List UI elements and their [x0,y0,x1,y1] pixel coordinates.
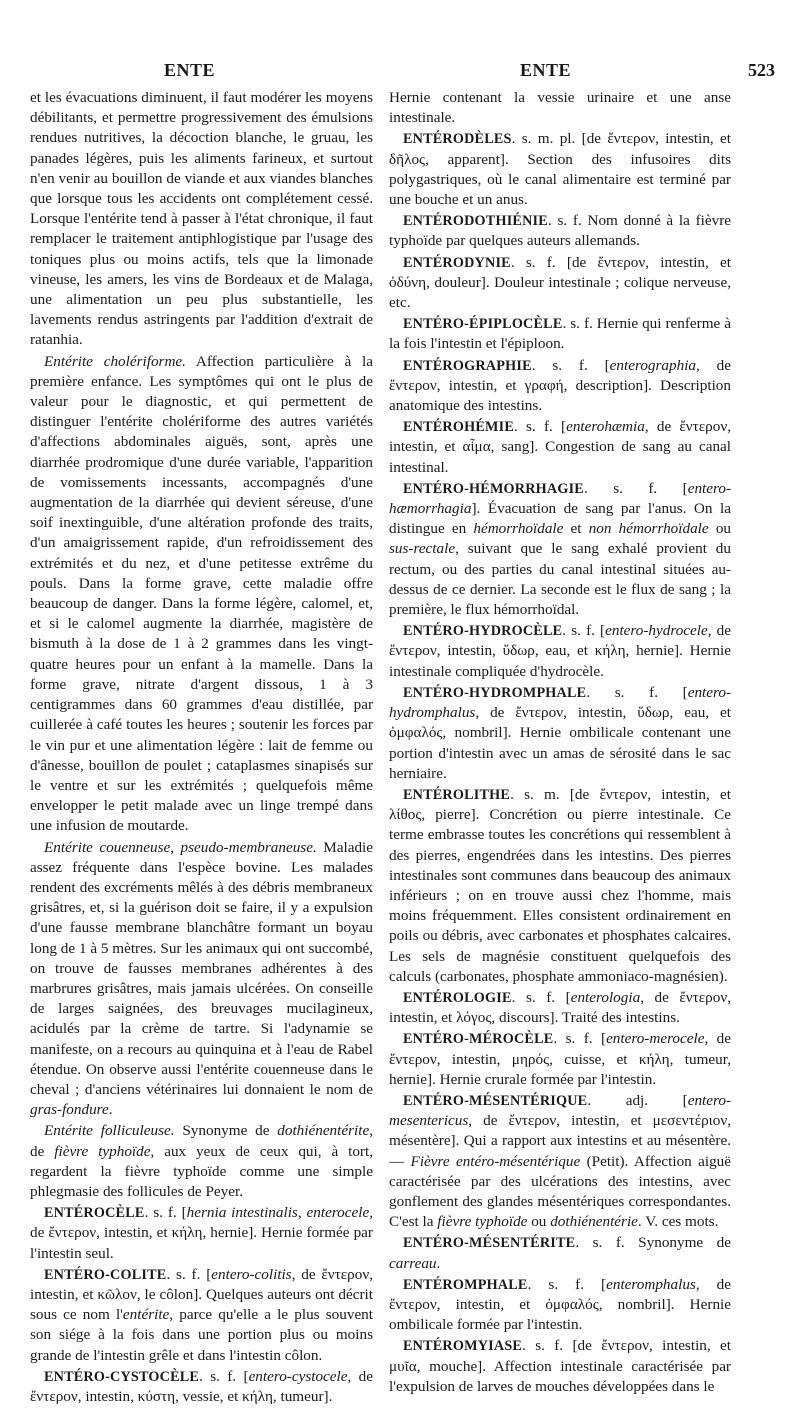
entry-headword: ENTÉRO-HYDROMPHALE [403,684,587,701]
entry-text: ou [527,1213,551,1231]
dictionary-entry [389,1091,731,1232]
page-number: 523 [748,60,775,80]
italic-text: enteromphalus [606,1275,696,1293]
dictionary-entry [389,417,731,478]
entry-text: . s. f. Nom donné à la fièvre typhoïde par quelques auteurs allemands. [389,212,731,250]
entry-text: . adj. [ [587,1091,688,1109]
running-head-left: ENTE [164,60,216,80]
entry-headword: ENTÉRO-CYSTOCÈLE [44,1368,200,1385]
entry-headword: ENTÉRODOTHIÉNIE [403,213,548,230]
italic-text: carreau [389,1254,437,1272]
entry-text: . [108,1101,113,1119]
italic-text: entérite [122,1306,170,1324]
entry-text: . s. f. Hernie qui renferme à la fois l'intestin et l'épiploon. [389,315,731,353]
entry-text: , de ἔντερον, intestin, ὕδωρ, eau, et κήλη, hernie]. Hernie intestinale compliquée d'hydrocèle. [389,622,731,680]
entry-text: . V. ces mots. [637,1213,719,1231]
entry-text: . s. f. [ [514,418,567,436]
entry-text: Affection particulière à la première enfance. Les symptômes qui ont le plus de valeur pour le diagnostic, et qui permettent de distinguer l'entérite cholériforme des autres variétés d'affections abdominales aiguës, sont, après une diarrhée prodromique d'une durée variable, l'apparition de vomissements incessants, accompagnés d'une augmentation de la diarrhée qui devient séreuse, d'une soif inextinguible, d'une altération profonde des traits, d'un amaigrissement rapide, d'un refroidissement des extrémités et du nez, et d'une petitesse extrême du pouls. Dans la forme grave, cette maladie offre beaucoup de danger. Dans la forme légère, calomel, et, et si le calomel augmente la diarrhée, magistère de bismuth à la dose de 1 à 2 grammes dans les vingt-quatre heures pour un enfant à la mamelle. Dans la forme grave, nitrate d'argent dissous, 1 à 3 centigrammes dans 60 grammes d'eau distillée, par cuillerée à café toutes les heures ; soutenir les forces par le vin pur et une alimentation légère : lait de femme ou d'ânesse, bouillon de poulet ; cataplasmes sinapisés sur le ventre et sur les extrémités ; quelquefois même envelopper le petit malade avec un linge trempé dans une infusion de moutarde. [30,352,373,835]
entry-text: (Petit). Affection aiguë caractérisée par des ulcérations des intestins, avec gonflement des glandes mésentériques correspondantes. C'est la [389,1152,732,1231]
dictionary-entry [30,88,373,351]
entry-text: , de ἔντερον, intestin, et αἷμα, sang]. Congestion de sang au canal intestinal. [389,418,731,476]
entry-text: . s. f. [de ἔντερον, intestin, et μυῖα, mouche]. Affection intestinale caractérisée par l'expulsion de larves de mouches développées dans le [389,1337,731,1395]
italic-text: enterographia [609,356,697,374]
italic-text: sus-rectale [389,540,456,558]
entry-text: . s. f. [ [144,1204,187,1222]
dictionary-entry [389,211,731,251]
left-column [30,88,373,1408]
entry-text: ou [708,520,731,538]
entry-text: . s. m. pl. [de ἔντερον, intestin, et δῆλος, apparent]. Section des infusoires dits polygastriques, où le canal alimentaire est terminé par une bouche et un anus. [389,130,731,209]
italic-text: Entérite folliculeuse. [44,1122,175,1140]
entry-text: . s. f. Synonyme de [575,1234,731,1252]
dictionary-entry [389,253,731,314]
italic-text: entero-hydrocele [605,622,708,640]
entry-text: ]. Évacuation de sang par l'anus. On la distingue en [389,500,731,538]
entry-headword: ENTÉROLITHE [403,786,511,803]
entry-headword: ENTÉROGRAPHIE [403,357,532,374]
dictionary-entry [389,1029,731,1090]
entry-text: , de ἔντερον, intestin, et γραφή, description]. Description anatomique des intestins. [389,356,731,415]
entry-text: , de ἔντερον, intestin, et μεσεντέριον, mésentère]. Qui a rapport aux intestins et au mésentère. — [389,1112,731,1170]
dictionary-entry [389,356,731,417]
italic-text: enterohæmia [566,418,645,436]
entry-text: et les évacuations diminuent, il faut modérer les moyens débilitants, et permettre progressivement des émulsions rendues nutritives, la décoction blanche, le gruau, les panades légères, puis les aliments farineux, et surtout n'en venir au bouillon de viande et aux viandes blanches que lorsque tous les accidents ont complétement cessé. Lorsque l'entérite tend à passer à l'état chronique, il faut remplacer le traitement antiphlogistique par l'usage des toniques plus ou moins actifs, tels que la limonade vineuse, les amers, les vins de Bordeaux et de Malaga, une alimentation un peu plus substantielle, les lavements rendus astringents par l'addition d'extrait de ratanhia. [30,89,373,349]
entry-headword: ENTÉRO-MÉROCÈLE [403,1031,554,1048]
dictionary-entry [389,88,731,128]
dictionary-entry [30,1203,373,1264]
italic-text: entero-mesentericus [389,1091,731,1130]
dictionary-entry [389,1233,731,1273]
entry-text: , de ἔντερον, intestin, et κῶλον, le côlon]. Quelques auteurs ont décrit sous ce nom l' [30,1265,373,1324]
italic-text: entero-cystocele [248,1367,348,1385]
entry-text: . s. f. [ [511,988,571,1006]
entry-text: . s. f. [ [562,622,606,640]
entry-text: . s. f. [ [583,479,688,497]
entry-headword: ENTÉRODÈLES [403,131,512,148]
dictionary-entry [30,1121,373,1202]
entry-headword: ENTÉRO-MÉSENTÉRITE [403,1235,576,1252]
italic-text: Entérite cholériforme. [44,352,186,370]
italic-text: hernia intestinalis, enterocele [186,1204,370,1222]
entry-text: , de ἔντερον, intestin, μηρός, cuisse, et κήλη, tumeur, hernie]. Hernie crurale formée par l'intestin. [389,1030,731,1088]
entry-text: . s. m. [de ἔντερον, intestin, et λίθος, pierre]. Concrétion ou pierre intestinale. Ce terme embrasse toutes les concrétions qui ressemblent à des pierres, engendrées dans les intestins. Des pierres intestinales sont communes dans beaucoup des animaux inférieurs ; on en trouve aussi chez l'homme, mais moins fréquemment. Elles consistent ordinairement en poils ou débris, avec carbonates et phosphates calcaires. Les sels de magnésie constituent quelquefois des calculs (carbonates, phosphate ammoniaco-magnésien). [389,785,731,985]
dictionary-entry [389,1275,731,1336]
entry-text: . s. f. [ [166,1265,212,1283]
entry-headword: ENTÉRO-HYDROCÈLE [403,623,563,640]
entry-text: , suivant que le sang exhalé provient du rectum, ou des parties du canal intestinal situées au-dessus de ce dernier. La seconde est le flux de sang ; la première, le flux hémorrhoïdal. [389,540,731,619]
entry-text: , de ἔντερον, intestin, ὕδωρ, eau, et ὀμφαλός, nombril]. Hernie ombilicale contenant une portion d'intestin avec un amas de sérosité dans le sac herniaire. [389,704,731,782]
right-column [389,88,731,1398]
entry-headword: ENTÉRO-HÉMORRHAGIE [403,480,584,497]
dictionary-entry [389,621,731,682]
italic-text: non hémorrhoïdale [588,520,709,538]
entry-text: . s. f. [ [527,1275,607,1293]
italic-text: Entérite couenneuse, pseudo-membraneuse. [44,838,317,856]
running-head-right: ENTE [520,60,572,80]
italic-text: dothiénentérite [277,1122,370,1140]
entry-text: . [436,1254,441,1272]
entry-text: , de ἔντερον, intestin, et ὀμφαλός, nombril]. Hernie ombilicale formée par l'intestin. [389,1275,731,1334]
entry-text: , de ἔντερον, intestin, et κήλη, hernie]. Hernie formée par l'intestin seul. [30,1204,373,1262]
dictionary-entry [30,1367,373,1407]
dictionary-entry [30,1265,373,1366]
entry-headword: ENTÉRO-COLITE [44,1266,167,1283]
dictionary-entry [389,314,731,354]
entry-text: . s. f. [ [531,356,610,374]
dictionary-entry [389,683,731,784]
entry-text: Synonyme de [174,1122,278,1140]
italic-text: gras-fondure [30,1101,109,1119]
entry-text: . s. f. [de ἔντερον, intestin, et ὀδύνη, douleur]. Douleur intestinale ; colique nerveuse, etc. [389,253,731,312]
entry-text: . s. f. [ [199,1367,249,1385]
italic-text: fièvre typhoïde [54,1142,151,1160]
italic-text: dothiénentérie [550,1213,638,1231]
entry-headword: ENTÉROMPHALE [403,1276,528,1293]
entry-text: , de ἔντερον, intestin, et λόγος, discours]. Traité des intestins. [389,988,731,1027]
italic-text: hémorrhoïdale [473,520,564,538]
dictionary-entry [30,352,373,837]
italic-text: fièvre typhoïde [437,1213,528,1231]
entry-headword: ENTÉRO-ÉPIPLOCÈLE [403,316,563,333]
dictionary-entry [389,988,731,1028]
entry-headword: ENTÉRO-MÉSENTÉRIQUE [403,1092,588,1109]
dictionary-entry [389,1336,731,1397]
entry-text: , de ἔντερον, intestin, κύστη, vessie, et κήλη, tumeur]. [30,1367,373,1405]
dictionary-entry [389,129,731,210]
entry-text: Hernie contenant la vessie urinaire et une anse intestinale. [389,89,731,127]
italic-text: entero-hydromphalus [389,683,731,722]
italic-text: entero-hæmorrhagia [389,479,731,518]
italic-text: Fièvre entéro-mésentérique [410,1152,581,1170]
italic-text: entero-colitis [211,1265,292,1283]
entry-text: , aux yeux de ceux qui, à tort, regardent la fièvre typhoïde comme une simple phlegmasie des follicules de Peyer. [30,1142,374,1200]
italic-text: entero-merocele [606,1030,705,1048]
entry-headword: ENTÉROLOGIE [403,989,512,1006]
entry-text: , parce qu'elle a le plus souvent son siége à la fois dans une portion plus ou moins grande de l'intestin grêle et dans l'intestin côlon. [30,1306,373,1364]
entry-text: et [563,520,589,538]
entry-headword: ENTÉROHÉMIE [403,419,514,436]
entry-headword: ENTÉROCÈLE [44,1205,145,1222]
dictionary-entry [389,785,731,987]
dictionary-entry [30,838,373,1121]
entry-text: . s. f. [ [586,683,688,701]
entry-text: . s. f. [ [553,1030,607,1048]
italic-text: enterologia [570,988,641,1006]
entry-text: , de [30,1122,374,1160]
dictionary-entry [389,479,731,620]
entry-text: Maladie assez fréquente dans l'espèce bovine. Les malades rendent des excréments mêlés à des débris membraneux grisâtres, et, si la guérison doit se faire, il y a expulsion d'une fausse membrane blanchâtre formant un boyau long de 1 à 5 mètres. Sur les animaux qui ont succombé, on trouve de fausses membranes adhérentes à des marbrures grisâtres, mais jamais ulcérées. On conseille de larges saignées, des breuvages mucilagineux, acidulés par la crème de tartre. Si l'adynamie se manifeste, on a recours au quinquina et à l'eau de Rabel étendue. On observe aussi l'entérite couenneuse dans le cheval ; d'anciens vétérinaires lui donnaient le nom de [30,838,374,1098]
entry-headword: ENTÉRODYNIE [403,254,511,271]
entry-headword: ENTÉROMYIASE [403,1338,523,1355]
